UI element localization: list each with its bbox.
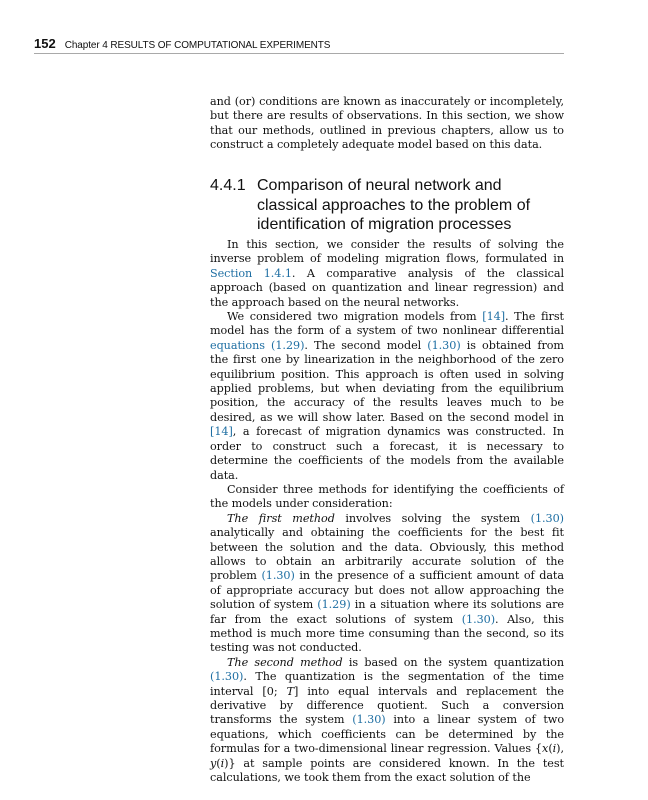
text: is based on the system quantization [342, 655, 564, 669]
text: involves solving the system [334, 511, 531, 525]
equation-link[interactable]: (1.30) [210, 670, 244, 684]
math-var: i [220, 756, 225, 770]
reference-link[interactable]: [14] [482, 310, 506, 324]
text: analytically and obtaining the coefficients for the best fit between the solution and the data. Obviously, this method allows to obtain an arbitrarily accurate solution of the problem [210, 526, 564, 583]
emphasis: The first method [227, 511, 335, 525]
equation-link[interactable]: (1.30) [461, 612, 496, 626]
equation-link[interactable]: (1.30) [530, 511, 564, 525]
math-var: i [552, 742, 557, 756]
math-var: T [286, 684, 294, 698]
section-number: 4.4.1 [210, 177, 246, 194]
section-heading [210, 176, 566, 235]
text: . The quantization is the segmentation of the time interval [0; [210, 670, 564, 698]
text: in a situation where its solutions are far from the exact solutions of system [210, 598, 564, 626]
paragraph-2 [210, 310, 564, 483]
text: . The first model has the form of a system of two nonlinear differential [210, 310, 564, 338]
section-link[interactable]: Section 1.4.1 [210, 266, 292, 280]
text: is obtained from the first one by linearization in the neighborhood of the zero equilibrium position. This approach is often used in solving applied problems, but when deviating from the equilibrium position, the accuracy of the results leaves much to be desired, as we will show later. Based on the second model in [210, 338, 564, 424]
paragraph-5 [210, 656, 564, 786]
paragraph-4 [210, 512, 564, 656]
text: in the presence of a sufficient amount of data of appropriate accuracy but does not allow approaching the solution of system [210, 569, 564, 612]
intro-block [210, 95, 564, 153]
text: ( [548, 742, 553, 756]
text: ), [556, 742, 564, 756]
intro-paragraph: and (or) conditions are known as inaccurately or incompletely, but there are results of observations. In this section, we show that our methods, outlined in previous chapters, allow us to construct a completely adequate model based on this data. [210, 95, 564, 152]
math-var: x [542, 742, 549, 756]
page-number: 152 [34, 36, 56, 51]
equation-link[interactable]: (1.29) [317, 598, 351, 612]
text: . The second model [304, 338, 428, 352]
text: ( [216, 756, 221, 770]
text: . A comparative analysis of the classical approach (based on quantization and linear regression) and the approach based on the neural networks. [210, 266, 565, 309]
text: In this section, we consider the results of solving the inverse problem of modeling migration flows, formulated in [210, 238, 564, 266]
equation-link[interactable]: (1.30) [352, 713, 386, 727]
text: We considered two migration models from [227, 310, 483, 324]
text: , a forecast of migration dynamics was constructed. In order to construct such a forecast, it is necessary to determine the coefficients of the models from the available data. [210, 425, 564, 482]
text: ] into equal intervals and replacement the derivative by difference quotient. Such a conversion transforms the system [210, 684, 565, 727]
chapter-title: Chapter 4 RESULTS OF COMPUTATIONAL EXPERIMENTS [64, 40, 331, 51]
emphasis: The second method [227, 655, 343, 669]
reference-link[interactable]: [14] [210, 425, 233, 439]
paragraph-3: Consider three methods for identifying the coefficients of the models under consideration: [210, 482, 564, 511]
header-rule [34, 53, 564, 54]
equation-link[interactable]: (1.30) [261, 569, 295, 583]
text: )} at sample points are considered known. In the test calculations, we took them from the exact solution of the [210, 756, 564, 785]
paragraph-1 [210, 238, 564, 310]
section-title: Comparison of neural network and classical approaches to the problem of identification of migration processes [257, 177, 531, 233]
text: . Also, this method is much more time consuming than the second, so its testing was not conducted. [210, 612, 564, 655]
running-header [34, 36, 564, 51]
text: into a linear system of two equations, which coefficients can be determined by the formulas for a two-dimensional linear regression. Values { [210, 713, 564, 756]
equation-link[interactable]: (1.30) [427, 338, 461, 352]
equation-link[interactable]: equations (1.29) [210, 338, 305, 352]
math-var: y [210, 756, 217, 770]
section-body [210, 238, 564, 785]
